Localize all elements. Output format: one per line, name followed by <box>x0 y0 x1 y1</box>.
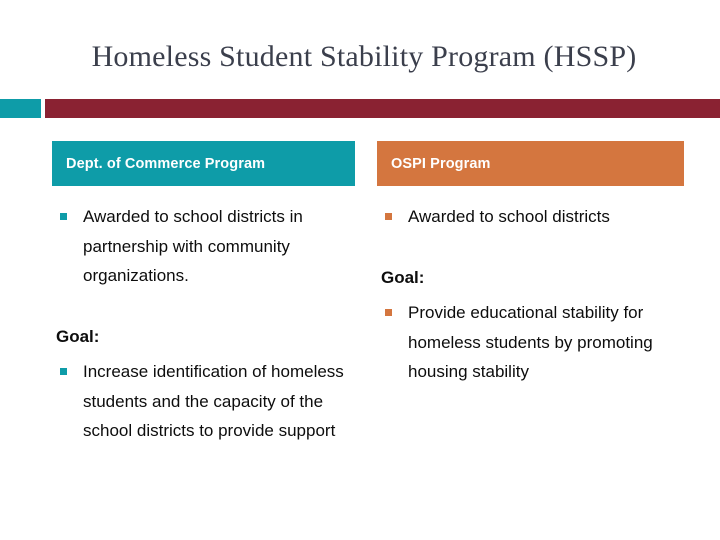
square-bullet-icon <box>60 368 67 375</box>
square-bullet-icon <box>60 213 67 220</box>
title-rule-maroon-bar <box>45 99 720 118</box>
column-commerce <box>52 141 355 446</box>
column-body-ospi <box>377 186 684 387</box>
column-ospi <box>377 141 684 387</box>
list-item-label: Awarded to school districts in partnership with community organizations. <box>83 207 303 285</box>
goal-label-ospi: Goal: <box>381 267 425 287</box>
column-header-ospi: OSPI Program <box>377 141 684 186</box>
list-item <box>377 298 684 387</box>
list-item <box>52 202 355 291</box>
list-item-label: Provide educational stability for homeless students by promoting housing stability <box>408 303 653 381</box>
page-title: Homeless Student Stability Program (HSSP) <box>91 40 637 73</box>
column-body-commerce <box>52 186 355 446</box>
list-item-label: Increase identification of homeless students and the capacity of the school districts to provide support <box>83 362 344 440</box>
spacer <box>377 232 684 263</box>
list-item <box>52 357 355 446</box>
square-bullet-icon <box>385 213 392 220</box>
column-header-commerce: Dept. of Commerce Program <box>52 141 355 186</box>
spacer <box>52 291 355 322</box>
list-item <box>377 202 684 232</box>
list-item-label: Awarded to school districts <box>408 207 610 226</box>
title-rule-teal-accent <box>0 99 41 118</box>
goal-label-commerce: Goal: <box>56 326 100 346</box>
square-bullet-icon <box>385 309 392 316</box>
